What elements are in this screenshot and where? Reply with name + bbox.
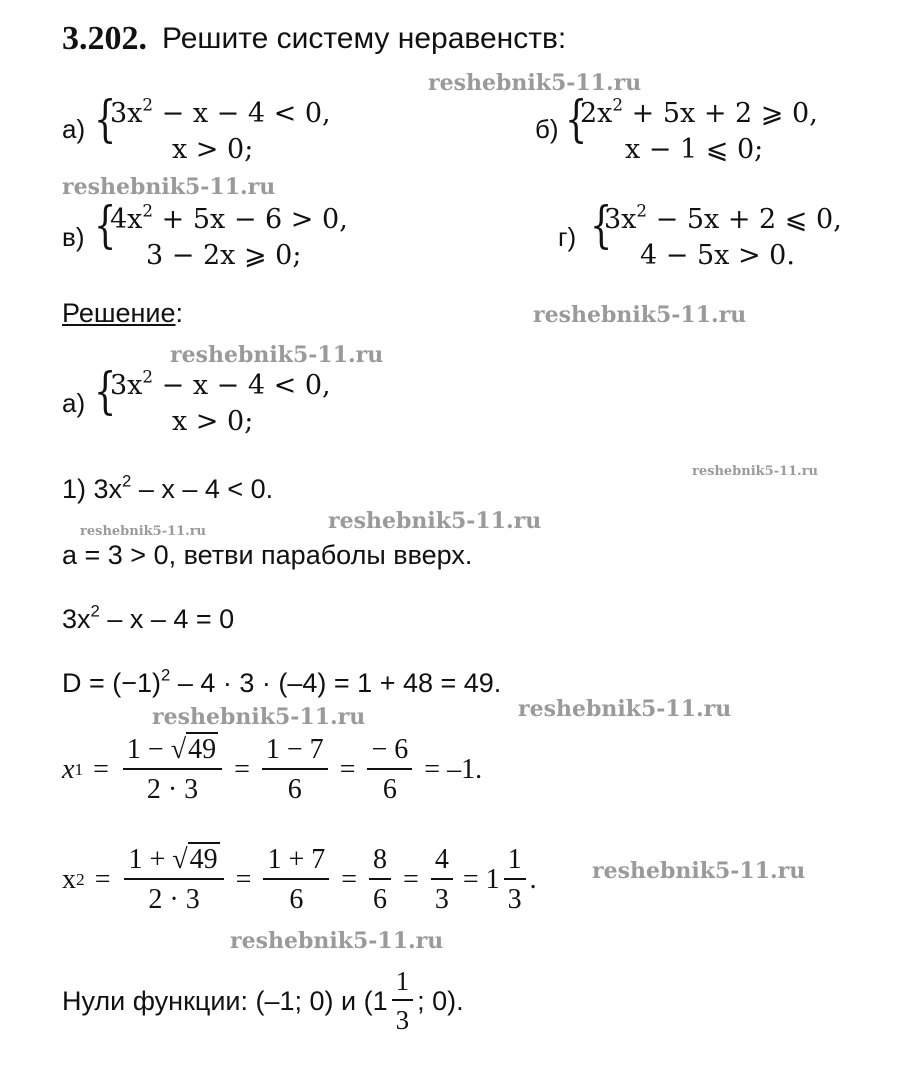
x2-fraction-3: $\frac{8}{6}$ [369, 846, 391, 914]
watermark: reshebnik5-11.ru [230, 928, 444, 954]
system-c-line1: $4x^2 + 5x - 6 > 0$, [110, 200, 348, 235]
system-c-brace: { [94, 196, 117, 254]
watermark: reshebnik5-11.ru [428, 70, 642, 96]
watermark-small: reshebnik5-11.ru [692, 464, 819, 479]
x2-fraction-2: $\frac{1 + 7}{6}$ [263, 846, 329, 914]
quadratic-equation: $3x^2 - x - 4 = 0$ [62, 601, 235, 634]
solution-heading: Решение: [62, 298, 184, 328]
solution-system-a-line1: $3x^2 - x - 4 < 0$, [110, 366, 331, 401]
x1-fraction-3: $\frac{- 6}{6}$ [367, 736, 412, 804]
system-a-line2: x > 0; [172, 134, 254, 165]
watermark-small: reshebnik5-11.ru [80, 524, 207, 539]
watermark: reshebnik5-11.ru [152, 704, 366, 730]
system-c-line2: 3 − 2x ⩾ 0; [146, 240, 302, 271]
system-b-label: б) [535, 114, 559, 144]
x1-formula: x 1 = $\frac{1 - √49}{2 \cdot 3}$ = $\frac{1 - 7}{6}$ = $\frac{- 6}{6}$ = –1. [62, 734, 483, 805]
system-c-label: в) [62, 222, 85, 252]
watermark: reshebnik5-11.ru [518, 696, 732, 722]
step1-inequality: 1) $3x^2 - x - 4 < 0$. [62, 471, 274, 504]
problem-number: 3.202. [62, 20, 147, 57]
system-b-line2: x − 1 ⩽ 0; [625, 134, 764, 165]
system-b-brace: { [565, 90, 588, 148]
problem-title: Решите систему неравенств: [162, 22, 567, 55]
watermark: reshebnik5-11.ru [533, 302, 747, 328]
x2-formula: x 2 = $\frac{1 + √49}{2 \cdot 3}$ = $\frac{1 + 7}{6}$ = $\frac{8}{6}$ = $\frac{4}{3}$ = 1 $\frac{1}{3}$ . [62, 844, 537, 915]
system-d-line1: $3x^2 - 5x + 2$ ⩽ 0, [604, 200, 842, 235]
branches-text: a = 3 > 0, ветви параболы вверх. [62, 540, 473, 570]
system-a-brace: { [94, 90, 117, 148]
solution-system-a-label: а) [62, 388, 86, 418]
watermark: reshebnik5-11.ru [62, 174, 276, 200]
system-a-line1: $3x^2 - x - 4 < 0$, [110, 94, 331, 129]
watermark: reshebnik5-11.ru [170, 342, 384, 368]
function-zeros: Нули функции: (–1; 0) и (1 $\frac{1}{3}$ ; 0). [62, 966, 464, 1035]
x2-result-fraction: $\frac{1}{3}$ [504, 846, 526, 914]
x2-fraction-1: $\frac{1 + √49}{2 \cdot 3}$ [124, 846, 223, 914]
solution-system-a-line2: x > 0; [172, 406, 254, 437]
system-d-label: г) [558, 222, 577, 252]
x1-fraction-1: $\frac{1 - √49}{2 \cdot 3}$ [123, 736, 222, 804]
x1-fraction-2: $\frac{1 - 7}{6}$ [262, 736, 328, 804]
discriminant: $D = (-1)^2 - 4 \cdot 3 \cdot (-4) = 1 + 48 = 49$. [62, 665, 502, 698]
watermark: reshebnik5-11.ru [592, 858, 806, 884]
system-d-line2: 4 − 5x > 0. [640, 240, 795, 271]
system-b-line1: $2x^2 + 5x + 2$ ⩾ 0, [580, 94, 818, 129]
zeros-fraction: $\frac{1}{3}$ [392, 968, 414, 1034]
solution-system-a-brace: { [94, 362, 117, 420]
watermark: reshebnik5-11.ru [328, 508, 542, 534]
system-a-label: а) [62, 114, 86, 144]
system-d-brace: { [590, 196, 613, 254]
x2-fraction-4: $\frac{4}{3}$ [431, 846, 453, 914]
